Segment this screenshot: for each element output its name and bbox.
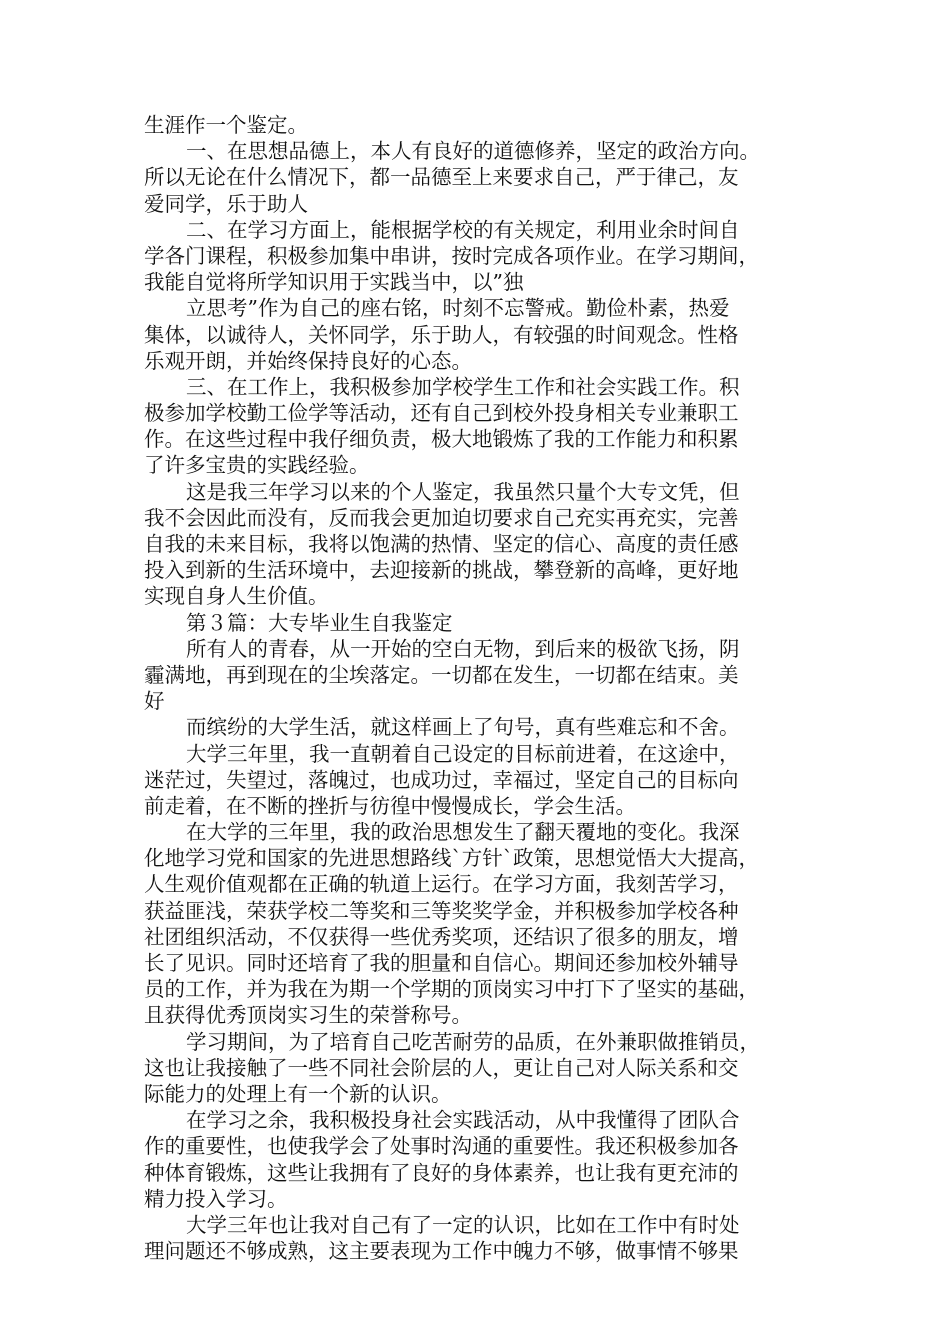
text-line: 际能力的处理上有一个新的认识。	[144, 1081, 452, 1106]
paragraph-start: 二、在学习方面上，能根据学校的有关规定，利用业余时间自	[186, 217, 740, 242]
text-line: 这也让我接触了一些不同社会阶层的人，更让自己对人际关系和交	[144, 1055, 739, 1080]
text-line: 爱同学，乐于助人	[144, 191, 308, 216]
text-line: 作。在这些过程中我仔细负责，极大地锻炼了我的工作能力和积累	[144, 427, 739, 452]
text-line: 乐观开朗，并始终保持良好的心态。	[144, 348, 472, 373]
text-line: 极参加学校勤工俭学等活动，还有自己到校外投身相关专业兼职工	[144, 401, 739, 426]
text-line: 人生观价值观都在正确的轨道上运行。在学习方面，我刻苦学习，	[144, 872, 739, 897]
text-line: 自我的未来目标，我将以饱满的热情、坚定的信心、高度的责任感	[144, 532, 739, 556]
text-line: 精力投入学习。	[144, 1186, 288, 1211]
text-line: 员的工作，并为我在为期一个学期的顶岗实习中打下了坚实的基础，	[144, 977, 759, 1002]
document-body	[144, 112, 808, 1264]
text-line: 种体育锻炼，这些让我拥有了良好的身体素养，也让我有更充沛的	[144, 1160, 739, 1185]
text-line: 学各门课程，积极参加集中串讲，按时完成各项作业。在学习期间，	[144, 243, 759, 268]
text-line: 好	[144, 689, 165, 714]
text-line: 作的重要性，也使我学会了处事时沟通的重要性。我还积极参加各	[144, 1134, 739, 1159]
paragraph-start: 所有人的青春，从一开始的空白无物，到后来的极欲飞扬，阴	[186, 636, 740, 661]
text-line: 我不会因此而没有，反而我会更加迫切要求自己充实再充实，完善	[144, 505, 739, 530]
text-line: 前走着，在不断的挫折与彷徨中慢慢成长，学会生活。	[144, 793, 636, 818]
text-line: 霾满地，再到现在的尘埃落定。一切都在发生，一切都在结束。美	[144, 662, 739, 687]
paragraph-start: 一、在思想品德上，本人有良好的道德修养，坚定的政治方向。	[186, 139, 760, 164]
text-line: 实现自身人生价值。	[144, 584, 329, 609]
paragraph-start: 学习期间，为了培育自己吃苦耐劳的品质，在外兼职做推销员，	[186, 1029, 760, 1054]
text-line: 集体，以诚待人，关怀同学，乐于助人，有较强的时间观念。性格	[144, 322, 739, 347]
paragraph-start: 在学习之余，我积极投身社会实践活动，从中我懂得了团队合	[186, 1108, 740, 1133]
text-line: 投入到新的生活环境中，去迎接新的挑战，攀登新的高峰，更好地	[144, 558, 739, 583]
text-line: 理问题还不够成熟，这主要表现为工作中魄力不够，做事情不够果	[144, 1239, 739, 1264]
paragraph-start: 三、在工作上，我积极参加学校学生工作和社会实践工作。积	[186, 374, 740, 399]
paragraph-start: 而缤纷的大学生活，就这样画上了句号，真有些难忘和不舍。	[186, 715, 740, 740]
text-line: 社团组织活动，不仅获得一些优秀奖项，还结识了很多的朋友，增	[144, 924, 739, 949]
text-line: 获益匪浅，荣获学校二等奖和三等奖奖学金，并积极参加学校各种	[144, 898, 739, 923]
text-line: 我能自觉将所学知识用于实践当中，以”独	[144, 270, 524, 295]
paragraph-start: 立思考”作为自己的座右铭，时刻不忘警戒。勤俭朴素，热爱	[186, 296, 730, 321]
text-line: 且获得优秀顶岗实习生的荣誉称号。	[144, 1003, 472, 1028]
text-line: 长了见识。同时还培育了我的胆量和自信心。期间还参加校外辅导	[144, 951, 739, 975]
paragraph-start: 在大学的三年里，我的政治思想发生了翻天覆地的变化。我深	[186, 820, 740, 845]
text-line: 迷茫过，失望过，落魄过，也成功过，幸福过，坚定自己的目标向	[144, 767, 739, 792]
text-line: 化地学习党和国家的先进思想路线`方针`政策，思想觉悟大大提高，	[144, 846, 759, 871]
section-heading: 第３篇：大专毕业生自我鉴定	[186, 610, 453, 635]
text-line: 生涯作一个鉴定。	[144, 113, 308, 137]
paragraph-start: 大学三年里，我一直朝着自己设定的目标前进着，在这途中，	[186, 741, 740, 766]
paragraph-start: 大学三年也让我对自己有了一定的认识，比如在工作中有时处	[186, 1212, 740, 1237]
paragraph-start: 这是我三年学习以来的个人鉴定，我虽然只量个大专文凭，但	[186, 479, 740, 504]
text-line: 所以无论在什么情况下，都一品德至上来要求自己，严于律己，友	[144, 165, 739, 190]
text-line: 了许多宝贵的实践经验。	[144, 453, 370, 478]
